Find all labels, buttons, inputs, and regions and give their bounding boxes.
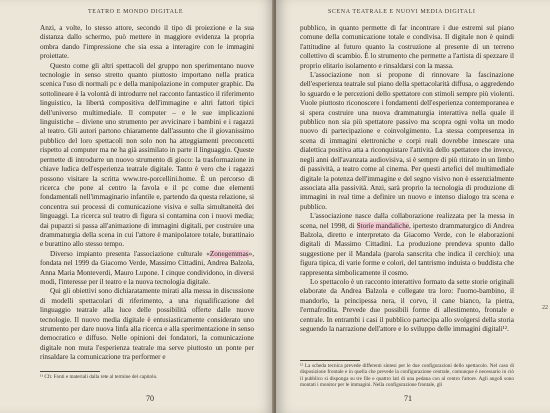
paragraph: Anzi, a volte, lo stesso attore, secondo il tipo di proiezione e la sua distanza dallo schermo, può mettere in maggiore evidenza la propria ombra dando l'impressione che sia essa a interagire con le immagini proiettate. bbox=[40, 24, 254, 61]
paragraph: pubblico, in quanto permette di far incontrare i due estremi sul piano comune della comunicazione totale e condivisa. Il digitale non è quindi l'attitudine al futuro quanto la costruzione al presente di un terreno collettivo di scambio. È lo strumento che permette a l'artista di spezzare il proprio elitario isolamento e rinsaldarsi con la massa. bbox=[300, 24, 514, 70]
paragraph: Questo come gli altri spettacoli del gruppo non sperimentano nuove tecnologie in senso stretto quanto piuttosto importano nella pratica scenica l'uso di normali pc e della manipolazione in computer graphic. Da sottolineare è la volontà di introdurre nel racconto fantastico il riferimento linguistico, la libertà compositiva dell'immagine e altri fattori tipici dell'universo multimediale. Il computer – e le sue implicazioni linguistiche – diviene uno strumento per avvicinare i bambini e i ragazzi al teatro. Gli autori partono chiaramente dall'assunto che il giovanissimo pubblico del loro spettacoli non solo non ha atteggiamenti preconcetti rispetto al computer ma ne ha già assimilato in parte il linguaggio. Queste permette di introdurre un nuovo strumento di gioco: la trasformazione in chiave ludica dell'esperienza teatrale digitale. Tanto è vero che i ragazzi possono visitare la scritta www.tre-porcellini.home. È un percorso di ricerca che pone al centro la favola e il pc come due elementi fondamentali nell'immaginario infantile e, partendo da questa relazione, si concentra sui processi di comunicazione visiva e sulla simultaneità dei linguaggi. La ricerca sul teatro di figura si contamina con i nuovi media; dai pupazzi si passa all'animazione di immagini digitali, per costruire una drammaturgia della scena in cui l'attore è manipolatore totale, burattinaio e burattino allo stesso tempo. bbox=[40, 61, 254, 249]
paragraph-with-highlight: Diverso impianto presenta l'associazione culturale «Zonegemmas», fondata nel 1999 da Giacomo Verde, Massimo Cittadini, Andrea Balzola, Anna Maria Monteverdi, Mauro Lupone. I cinque condividono, in diversi modi, l'interesse per il teatro e la nuova tecnologia digitale. bbox=[40, 249, 254, 286]
footnote: ¹¹ Cfr. Fonti e materiali dalla rete al termine del capitolo. bbox=[40, 374, 158, 380]
margin-note-number: 22 bbox=[542, 305, 548, 311]
footnotes-left bbox=[40, 374, 254, 380]
running-head-right: SCENA TEATRALE E NUOVI MEDIA DIGITALI bbox=[328, 9, 476, 15]
right-page-body bbox=[300, 24, 514, 334]
paragraph: Lo spettacolo è un racconto interattivo formato da sette storie originali elaborate da Andrea Balzola e collegate tra loro: l'uomo-bambino, il mandorlo, la principessa nera, il corvo, il cane bianco, la pietra, l'ermafrodita. Prevede due possibili forme di allestimento, frontale e centrale. In entrambi i casi il pubblico partecipa allo svolgersi della storia seguendo la narrazione dell'attore e lo sviluppo delle immagini digitali¹². bbox=[300, 277, 514, 333]
paragraph-with-highlight: L'associazione nasce dalla collaborazione realizzata per la messa in scena, nel 1998, di Storie mandaliche, ipertesto drammaturgico di Andrea Balzola, diretto e interpretato da Giacomo Verde, con le elaborazioni digitali di Massimo Cittadini. La produzione prendeva spunto dallo suggestione per il Mandala (parola sanscrita che indica il cerchio): una figura tipica, di varie forme e colori, del tantrismo induista o buddista che rappresenta simbolicamente il cosmo. bbox=[300, 212, 514, 277]
footnotes-right bbox=[300, 363, 514, 389]
right-page bbox=[276, 0, 550, 413]
paragraph: Qui gli obiettivi sono dichiaratamente mirati alla messa in discussione di modelli spettacolari di riferimento, a una riqualificazione del linguaggio teatrale alla luce delle possibilità offerte dalle nuove tecnologie. Il nuovo media digitale è entusiasticamente considerato uno strumento per dare nuova linfa alla ricerca e alla sperimentazione in senso democratico e diffuso. Nelle opinioni dei fondatori, la comunicazione digitale non muta l'esperienza teatrale ma serve piuttosto un ponte per rinsaldare la comunicazione tra performer e bbox=[40, 287, 254, 362]
paragraph: L'associazione non si propone di rinnovare la fascinazione dell'esperienza teatrale sul piano della spettacolarità diffusa, o aggredendo lo sguardo e le percezioni dello spettatore con stimoli sempre più violenti. Vuole piuttosto riconoscere i fondamenti dell'esperienza contemporanea e si spera costruire una nuova drammaturgia interattiva nella quale il pubblico non sia più spettatore passivo ma scopra ogni volta un modo nuovo di partecipazione e coinvolgimento. La stessa compresenza in scena di immagini elettroniche e corpi reali dovrebbe innescare una dialettica positiva atta a riconquistare l'attività dello spettatore che invece, negli anni dell'avanzata audiovisiva, si è sempre di più ritirato in un limbo di passività, a teatro come al cinema. Per questi artefici del multimediale digitale la potenza dell'immagine e del segno visivo non è essenzialmente associata alla passività. Anzi, sarà proprio la tecnologia di produzione di immagini in real time a definire un nuovo e intenso dialogo tra scena e pubblico. bbox=[300, 71, 514, 211]
left-page-body bbox=[40, 24, 254, 363]
highlighted-text: Zonegemmas bbox=[209, 249, 249, 258]
left-page bbox=[0, 0, 274, 413]
footnote-rule bbox=[40, 371, 100, 372]
footnote-rule bbox=[300, 360, 360, 361]
page-number-left: 70 bbox=[146, 394, 154, 403]
footnote: ¹² La scheda tecnica prevede differenti sintesi per le due configurazioni dello spettacolo. Nel caso di disposizione frontale e in quella che prevede la configurazione centrale, comunque è necessario in ciò il pubblico si disponga su tre file e quattro lati di una pedana con al centro l'attore. Agli angoli sono montati i monitor per le immagini. Nella configurazione frontale, gli bbox=[300, 363, 514, 389]
running-head-left: TEATRO E MONDO DIGITALE bbox=[88, 9, 184, 15]
page-number-right: 71 bbox=[404, 394, 412, 403]
highlighted-text: Storie mandaliche bbox=[356, 221, 409, 230]
